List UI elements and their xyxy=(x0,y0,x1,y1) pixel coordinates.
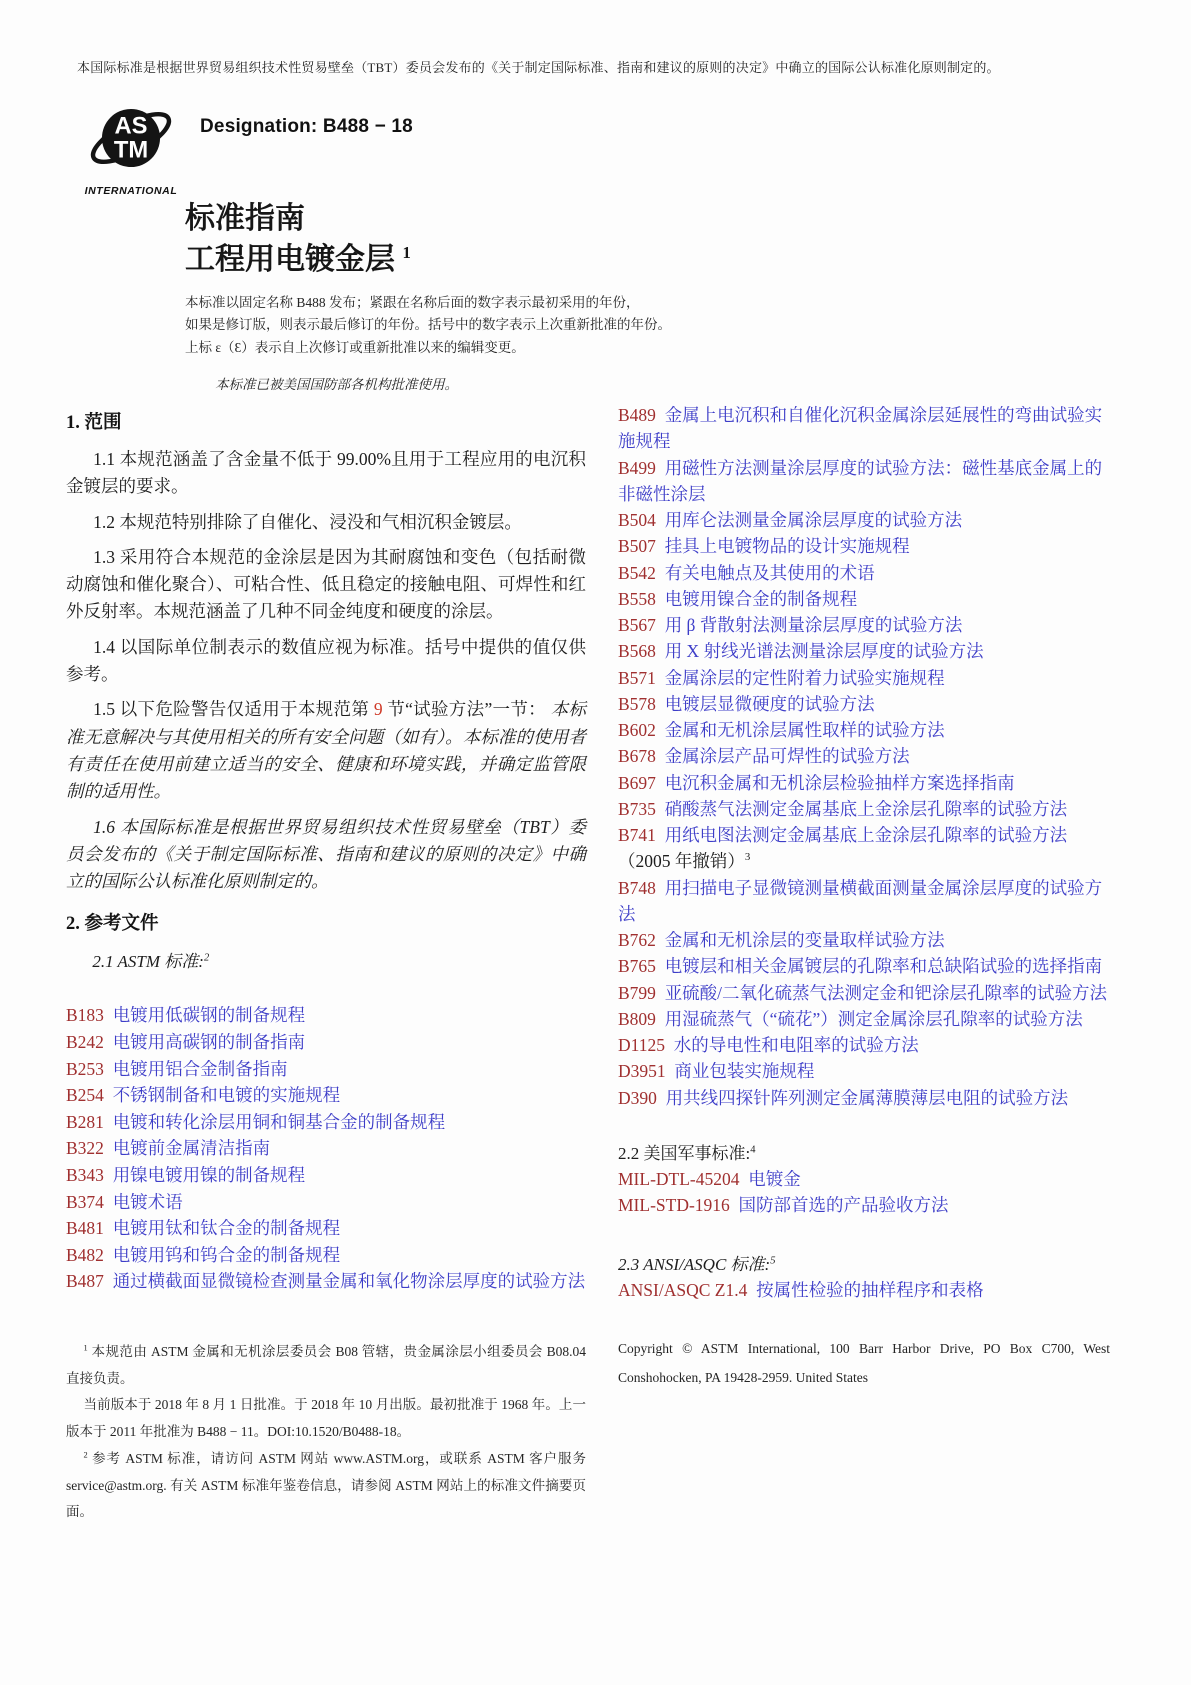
section-2-3-heading: 2.3 ANSI/ASQC 标准:$^5$ xyxy=(618,1255,776,1275)
text-line: 上标 ε（Ɛ）表示自上次修订或重新批准以来的编辑变更。 xyxy=(185,339,525,355)
reference-item xyxy=(618,1032,1110,1058)
reference-code-link[interactable]: MIL-STD-1916 xyxy=(618,1195,730,1215)
reference-code-link[interactable]: B487 xyxy=(66,1271,104,1292)
copyright-note: Copyright © ASTM International, 100 Barr Harbor Drive, PO Box C700, West Conshohocken, PA 19428-2959. United States xyxy=(618,1340,1110,1386)
svg-text:TM: TM xyxy=(113,136,149,164)
para-1-6: 1.6 本国际标准是根据世界贸易组织技术性贸易壁垒（TBT）委员会发布的《关于制定国际标准、指南和建议的原则的决定》中确立的国际公认标准化原则制定的。 xyxy=(66,816,586,892)
issue-note xyxy=(185,292,671,359)
reference-item xyxy=(618,927,1110,953)
reference-title-link[interactable]: 用镍电镀用镍的制备规程 xyxy=(112,1165,306,1186)
astm-logo xyxy=(84,94,178,197)
reference-item xyxy=(66,1029,586,1056)
para-1-5: 1.5 以下危险警告仅适用于本规范第 9 节“试验方法”一节： 本标准无意解决与其使用相关的所有安全问题（如有）。本标准的使用者有责任在使用前建立适当的安全、健康和环境实践，并确定监管限制的适用性。 xyxy=(66,699,586,802)
reference-item xyxy=(618,875,1110,928)
reference-item xyxy=(66,1109,586,1136)
reference-title-link[interactable]: 按属性检验的抽样程序和表格 xyxy=(756,1280,984,1301)
reference-title-link[interactable]: 水的导电性和电阻率的试验方法 xyxy=(673,1035,919,1055)
reference-code-link[interactable]: B482 xyxy=(66,1244,104,1265)
reference-title-link[interactable]: 挂具上电镀物品的设计实施规程 xyxy=(664,536,910,557)
reference-item xyxy=(618,1085,1110,1111)
reference-item xyxy=(66,1056,586,1083)
reference-title-link[interactable]: 电镀用钨和钨合金的制备规程 xyxy=(112,1244,341,1265)
reference-code-link[interactable]: B578 xyxy=(618,693,656,714)
reference-code-link[interactable]: B799 xyxy=(618,982,656,1003)
ansi-ref-list xyxy=(618,1277,1110,1303)
footnote-marker: 4 xyxy=(750,1144,756,1156)
reference-item xyxy=(618,507,1110,533)
reference-code-link[interactable]: B481 xyxy=(66,1218,104,1239)
reference-code-link[interactable]: B809 xyxy=(618,1008,656,1029)
astm-logo-caption: INTERNATIONAL xyxy=(84,185,178,197)
reference-title-link[interactable]: 用 X 射线光谱法测量涂层厚度的试验方法 xyxy=(664,641,984,662)
reference-item xyxy=(618,717,1110,743)
reference-title-link[interactable]: 电镀用高碳钢的制备指南 xyxy=(112,1032,306,1053)
reference-code-link[interactable]: ANSI/ASQC Z1.4 xyxy=(618,1280,748,1301)
reference-title-link[interactable]: 金属上电沉积和自催化沉积金属涂层延展性的弯曲试验实施规程 xyxy=(618,405,1103,452)
reference-item xyxy=(618,455,1110,508)
reference-code-link[interactable]: MIL-DTL-45204 xyxy=(618,1168,740,1189)
reference-item xyxy=(618,953,1110,979)
reference-item xyxy=(66,1268,586,1295)
reference-title-link[interactable]: 电镀和转化涂层用铜和铜基合金的制备规程 xyxy=(112,1111,446,1132)
reference-item xyxy=(66,1002,586,1029)
reference-code-link[interactable]: B678 xyxy=(618,746,656,767)
reference-code-link[interactable]: B568 xyxy=(618,641,656,662)
reference-code-link[interactable]: B735 xyxy=(618,798,656,819)
footnotes xyxy=(66,1339,586,1526)
reference-code-link[interactable]: B242 xyxy=(66,1032,104,1053)
reference-item xyxy=(618,796,1110,822)
right-column xyxy=(618,402,1110,1393)
reference-code-link[interactable]: D3951 xyxy=(618,1061,666,1082)
reference-code-link[interactable]: B322 xyxy=(66,1138,104,1159)
reference-title-link[interactable]: 用湿硫蒸气（“硫花”）测定金属涂层孔隙率的试验方法 xyxy=(664,1008,1083,1029)
reference-item xyxy=(618,1277,1110,1303)
section-1-heading: 1. 范围 xyxy=(66,413,122,433)
reference-title-link[interactable]: 用库仑法测量金属涂层厚度的试验方法 xyxy=(664,510,963,530)
footnote: $^2$ 参考 ASTM 标准，请访问 ASTM 网站 www.ASTM.org，或联系 ASTM 客户服务 service@astm.org. 有关 ASTM 标准年鉴卷信息，请参阅 ASTM 网站上的标准文件摘要页面。 xyxy=(66,1450,586,1520)
reference-title-link[interactable]: 亚硫酸/二氧化硫蒸气法测定金和钯涂层孔隙率的试验方法 xyxy=(664,982,1108,1003)
reference-item xyxy=(618,612,1110,638)
reference-item xyxy=(618,822,1110,875)
reference-title-link[interactable]: 不锈钢制备和电镀的实施规程 xyxy=(112,1085,341,1106)
reference-code-link[interactable]: B602 xyxy=(618,720,656,740)
reference-item xyxy=(618,691,1110,717)
footnote: 当前版本于 2018 年 8 月 1 日批准。于 2018 年 10 月出版。最初批准于 1968 年。上一版本于 2011 年批准为 B488 − 11。DOI:10.1520/B0488-18。 xyxy=(66,1397,586,1440)
para-1-2: 1.2 本规范特别排除了自催化、浸没和气相沉积金镀层。 xyxy=(93,511,522,532)
tbt-notice: 本国际标准是根据世界贸易组织技术性贸易壁垒（TBT）委员会发布的《关于制定国际标准、指南和建议的原则的决定》中确立的国际公认标准化原则制定的。 xyxy=(77,60,1000,75)
reference-item xyxy=(66,1135,586,1162)
reference-item xyxy=(618,1058,1110,1084)
reference-item xyxy=(66,1162,586,1189)
reference-title-link[interactable]: 金属和无机涂层属性取样的试验方法 xyxy=(664,720,945,740)
reference-item xyxy=(66,1082,586,1109)
reference-title-link[interactable]: 商业包装实施规程 xyxy=(674,1061,815,1082)
reference-item xyxy=(618,402,1110,455)
reference-item xyxy=(66,1242,586,1269)
astm-logo-icon xyxy=(87,94,175,182)
reference-code-link[interactable]: B697 xyxy=(618,772,656,793)
reference-code-link[interactable]: B253 xyxy=(66,1058,104,1079)
reference-item xyxy=(618,770,1110,796)
reference-title-link[interactable]: 金属涂层的定性附着力试验实施规程 xyxy=(664,667,945,688)
footnote: $^1$ 本规范由 ASTM 金属和无机涂层委员会 B08 管辖，贵金属涂层小组委员会 B08.04 直接负责。 xyxy=(66,1343,586,1386)
reference-title-link[interactable]: 通过横截面显微镜检查测量金属和氧化物涂层厚度的试验方法 xyxy=(112,1271,586,1292)
para-1-3: 1.3 采用符合本规范的金涂层是因为其耐腐蚀和变色（包括耐微动腐蚀和催化聚合）、可粘合性、低且稳定的接触电阻、可焊性和红外反射率。本规范涵盖了几种不同金纯度和硬度的涂层。 xyxy=(66,546,586,622)
reference-code-link[interactable]: B374 xyxy=(66,1191,104,1212)
reference-title-link[interactable]: 金属和无机涂层的变量取样试验方法 xyxy=(664,930,945,950)
reference-title-link[interactable]: 用共线四探针阵列测定金属薄膜薄层电阻的试验方法 xyxy=(665,1087,1069,1108)
reference-item xyxy=(618,1166,1110,1192)
reference-title-link[interactable]: 电镀术语 xyxy=(112,1191,183,1212)
military-ref-list xyxy=(618,1166,1110,1219)
reference-code-link[interactable]: B504 xyxy=(618,510,656,530)
reference-code-link[interactable]: B741 xyxy=(618,825,656,845)
text-line: 本标准以固定名称 B488 发布；紧跟在名称后面的数字表示最初采用的年份， xyxy=(185,295,640,310)
reference-item xyxy=(66,1215,586,1242)
reference-code-link[interactable]: B748 xyxy=(618,877,656,898)
reference-code-link[interactable]: B281 xyxy=(66,1111,104,1132)
footnote-marker: 1 xyxy=(402,243,411,263)
reference-code-link[interactable]: B183 xyxy=(66,1005,104,1026)
section-2-heading: 2. 参考文件 xyxy=(66,914,159,935)
reference-title-link[interactable]: 电镀前金属清洁指南 xyxy=(112,1138,271,1159)
reference-item xyxy=(618,1006,1110,1032)
reference-title-link[interactable]: 用纸电图法测定金属基底上金涂层孔隙率的试验方法 xyxy=(664,825,1068,845)
page-title xyxy=(185,198,411,281)
reference-title-link[interactable]: 电镀金 xyxy=(748,1168,801,1189)
reference-item xyxy=(618,743,1110,769)
reference-code-link[interactable]: B567 xyxy=(618,615,656,635)
reference-title-link[interactable]: 有关电触点及其使用的术语 xyxy=(664,562,875,583)
reference-code-link[interactable]: B499 xyxy=(618,457,656,478)
reference-item xyxy=(618,586,1110,612)
footnote-marker: 2 xyxy=(203,952,210,964)
reference-code-link[interactable]: B558 xyxy=(618,588,656,609)
svg-text:AS: AS xyxy=(114,112,148,140)
reference-item xyxy=(66,1189,586,1216)
reference-item xyxy=(618,665,1110,691)
astm-ref-list-left xyxy=(66,1002,586,1295)
astm-ref-list-right xyxy=(618,402,1110,1111)
text-line: 如果是修订版，则表示最后修订的年份。括号中的数字表示上次重新批准的年份。 xyxy=(185,317,671,333)
footnote-marker: 5 xyxy=(770,1255,776,1267)
reference-title-link[interactable]: 金属涂层产品可焊性的试验方法 xyxy=(664,746,910,767)
dod-approval-note: 本标准已被美国国防部各机构批准使用。 xyxy=(215,377,458,392)
reference-title-link[interactable]: 国防部首选的产品验收方法 xyxy=(738,1195,949,1215)
reference-code-link[interactable]: B542 xyxy=(618,562,656,583)
footnote-marker: 3 xyxy=(744,851,751,864)
reference-title-link[interactable]: 用磁性方法测量涂层厚度的试验方法：磁性基底金属上的非磁性涂层 xyxy=(618,457,1103,504)
reference-title-link[interactable]: 电镀层和相关金属镀层的孔隙率和总缺陷试验的选择指南 xyxy=(664,956,1103,977)
reference-title-link[interactable]: 硝酸蒸气法测定金属基底上金涂层孔隙率的试验方法 xyxy=(664,798,1068,819)
reference-code-link[interactable]: B254 xyxy=(66,1085,104,1106)
section-2-1-heading: 2.1 ASTM 标准:$^2$ xyxy=(92,952,210,972)
reference-item xyxy=(618,1192,1110,1218)
reference-title-link[interactable]: 电镀层显微硬度的试验方法 xyxy=(664,693,875,714)
section-9-link[interactable]: 9 xyxy=(373,699,383,720)
section-2-2-heading: 2.2 美国军事标准:$^4$ xyxy=(618,1143,756,1163)
reference-title-link[interactable]: 用 β 背散射法测量涂层厚度的试验方法 xyxy=(664,615,963,635)
safety-caveat: 本标准无意解决与其使用相关的所有安全问题（如有）。本标准的使用者有责任在使用前建立适当的安全、健康和环境实践，并确定监管限制的适用性。 xyxy=(66,699,586,802)
reference-title-link[interactable]: 电镀用镍合金的制备规程 xyxy=(664,588,858,609)
designation: Designation: B488 − 18 xyxy=(200,116,413,137)
left-column xyxy=(66,408,586,1526)
reference-code-link[interactable]: B489 xyxy=(618,405,656,425)
reference-code-link[interactable]: B762 xyxy=(618,930,656,950)
title-line-1: 标准指南 xyxy=(185,202,305,235)
reference-item xyxy=(618,560,1110,586)
reference-title-link[interactable]: 电镀用铝合金制备指南 xyxy=(112,1058,288,1079)
reference-title-link[interactable]: 电镀用钛和钛合金的制备规程 xyxy=(112,1218,341,1239)
para-1-4: 1.4 以国际单位制表示的数值应视为标准。括号中提供的值仅供参考。 xyxy=(66,636,586,685)
reference-code-link[interactable]: B571 xyxy=(618,667,656,688)
reference-title-link[interactable]: 用扫描电子显微镜测量横截面测量金属涂层厚度的试验方法 xyxy=(618,877,1103,924)
reference-title-link[interactable]: 电沉积金属和无机涂层检验抽样方案选择指南 xyxy=(664,772,1015,793)
title-line-2: 工程用电镀金层 $^1$ xyxy=(185,243,411,277)
reference-code-link[interactable]: D390 xyxy=(618,1087,657,1108)
reference-item xyxy=(618,638,1110,664)
reference-title-link[interactable]: 电镀用低碳钢的制备规程 xyxy=(112,1005,306,1026)
reference-code-link[interactable]: B343 xyxy=(66,1165,104,1186)
reference-code-link[interactable]: B507 xyxy=(618,536,656,557)
reference-note: （2005 年撤销） xyxy=(618,851,745,872)
reference-item xyxy=(618,533,1110,559)
reference-code-link[interactable]: B765 xyxy=(618,956,656,977)
reference-code-link[interactable]: D1125 xyxy=(618,1035,665,1055)
reference-item xyxy=(618,980,1110,1006)
para-1-1: 1.1 本规范涵盖了含金量不低于 99.00%且用于工程应用的电沉积金镀层的要求。 xyxy=(66,449,586,497)
